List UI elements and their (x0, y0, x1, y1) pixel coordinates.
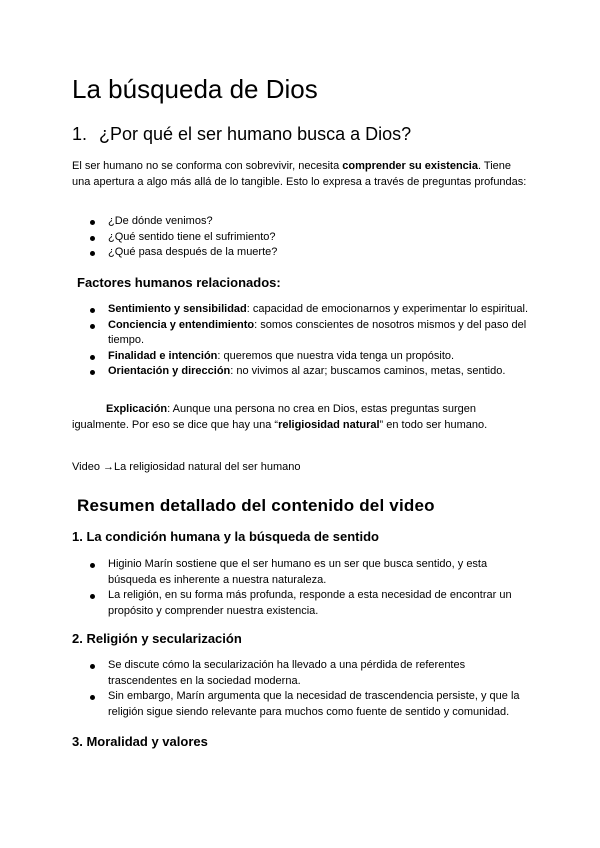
section-1-heading-text: ¿Por qué el ser humano busca a Dios? (99, 124, 412, 144)
summary-heading: Resumen detallado del contenido del video (77, 496, 435, 515)
video-reference (72, 459, 301, 475)
video-label: Video → (72, 461, 114, 473)
list-item: Se discute cómo la secularización ha llevado a una pérdida de referentes trascendentes en la sociedad moderna. (72, 658, 532, 689)
list-item: Orientación y dirección: no vivimos al azar; buscamos caminos, metas, sentido. (72, 364, 532, 380)
list-item: Conciencia y entendimiento: somos conscientes de nosotros mismos y del paso del tiempo. (72, 318, 532, 349)
section-1-heading (72, 122, 411, 146)
bullet-icon (90, 370, 95, 375)
bullet-icon (90, 695, 95, 700)
subsection-1-list (72, 557, 532, 619)
subsection-1-heading: 1. La condición humana y la búsqueda de sentido (72, 529, 379, 544)
list-item: Sin embargo, Marín argumenta que la necesidad de trascendencia persiste, y que la religión sigue siendo relevante para muchos como fuente de sentido y comunidad. (72, 689, 532, 720)
explanation-emphasis: religiosidad natural (278, 418, 380, 431)
intro-paragraph: El ser humano no se conforma con sobrevivir, necesita comprender su existencia. Tiene una apertura a algo más allá de lo tangible. Esto lo expresa a través de preguntas profundas: (72, 160, 527, 188)
bullet-icon (90, 355, 95, 360)
list-item: ¿Qué pasa después de la muerte? (72, 245, 532, 261)
bullet-icon (90, 594, 95, 599)
explanation-label: Explicación (106, 403, 168, 415)
bullet-icon (90, 236, 95, 241)
list-item: Finalidad e intención: queremos que nuestra vida tenga un propósito. (72, 349, 532, 365)
questions-list (72, 214, 532, 261)
list-item: Higinio Marín sostiene que el ser humano es un ser que busca sentido, y esta búsqueda es inherente a nuestra naturaleza. (72, 557, 532, 588)
video-link[interactable]: La religiosidad natural del ser humano (114, 461, 301, 473)
subsection-3-heading: 3. Moralidad y valores (72, 734, 208, 749)
factors-list (72, 302, 532, 380)
list-item: ¿Qué sentido tiene el sufrimiento? (72, 230, 532, 246)
page-title: La búsqueda de Dios (72, 74, 318, 104)
bullet-icon (90, 664, 95, 669)
bullet-icon (90, 563, 95, 568)
section-1-number: 1. (72, 124, 88, 144)
bullet-icon (90, 308, 95, 313)
bullet-icon (90, 251, 95, 256)
subsection-2-list (72, 658, 532, 720)
list-item: ¿De dónde venimos? (72, 214, 532, 230)
subsection-2-heading: 2. Religión y secularización (72, 631, 242, 646)
explanation-note: Explicación: Aunque una persona no crea en Dios, estas preguntas surgen igualmente. Por eso se dice que hay una “religiosidad natural” en todo ser humano. (72, 403, 488, 431)
list-item: Sentimiento y sensibilidad: capacidad de emocionarnos y experimentar lo espiritual. (72, 302, 532, 318)
list-item: La religión, en su forma más profunda, responde a esta necesidad de encontrar un propósito y comprender nuestra existencia. (72, 588, 532, 619)
factors-heading: Factores humanos relacionados: (77, 275, 281, 290)
bullet-icon (90, 324, 95, 329)
intro-emphasis: comprender su existencia (342, 160, 478, 172)
bullet-icon (90, 220, 95, 225)
